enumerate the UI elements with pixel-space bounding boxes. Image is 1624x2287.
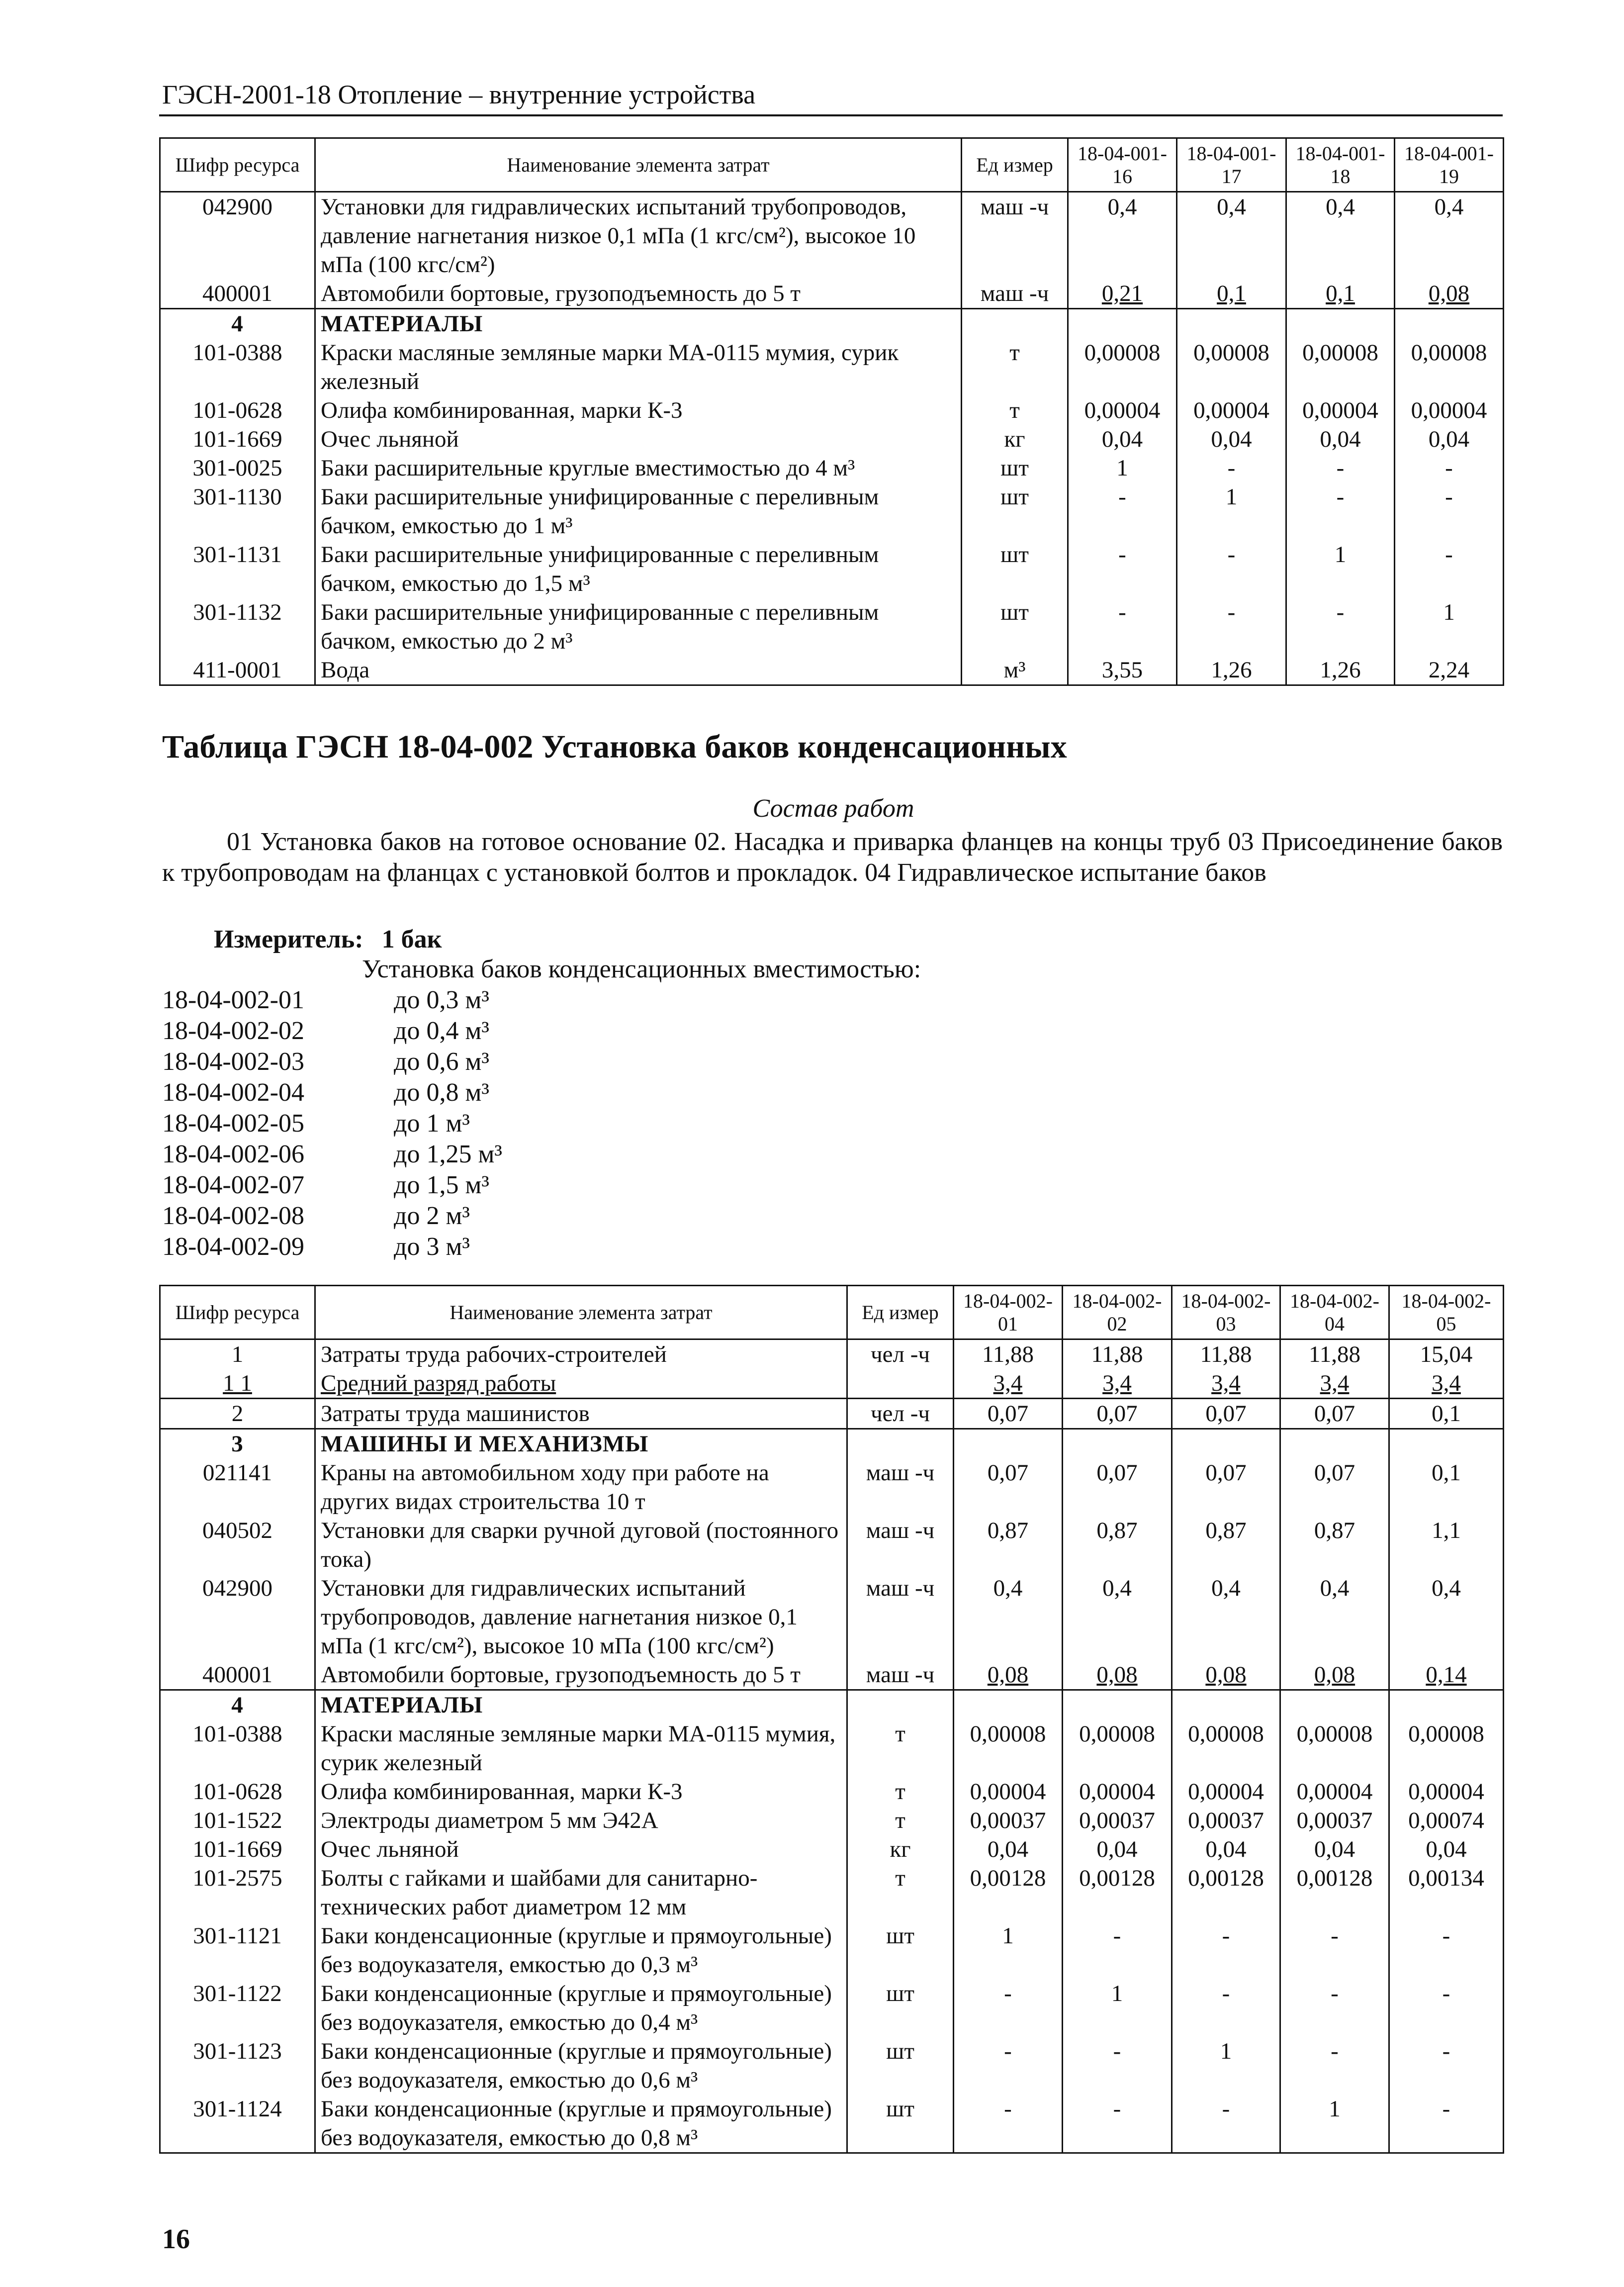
value: - bbox=[1286, 598, 1395, 656]
value: 0,87 bbox=[1063, 1516, 1172, 1574]
capacity: до 0,4 м³ bbox=[394, 1017, 489, 1045]
value: 0,1 bbox=[1389, 1399, 1504, 1429]
resource-code: 021141 bbox=[160, 1458, 315, 1516]
col-header-18-04-002-03: 18-04-002-03 bbox=[1172, 1286, 1280, 1339]
table-row bbox=[160, 2037, 1504, 2095]
table-row bbox=[160, 279, 1504, 309]
resource-name: Баки расширительные унифицированные с переливным бачком, емкостью до 1 м³ bbox=[315, 482, 962, 540]
value: 0,4 bbox=[1389, 1574, 1504, 1660]
table-row bbox=[160, 1777, 1504, 1806]
resource-name: Средний разряд работы bbox=[315, 1369, 847, 1399]
table-row bbox=[160, 1835, 1504, 1864]
resource-table-18-04-001 bbox=[159, 137, 1504, 686]
table-row bbox=[160, 425, 1504, 454]
unit: чел -ч bbox=[847, 1339, 954, 1369]
col-header-18-04-001-17: 18-04-001-17 bbox=[1177, 138, 1286, 192]
value: 0,08 bbox=[1395, 279, 1504, 309]
unit: т bbox=[847, 1864, 954, 1921]
table-row bbox=[160, 192, 1504, 280]
value: 0,07 bbox=[1063, 1399, 1172, 1429]
value: - bbox=[1063, 1921, 1172, 1979]
unit: маш -ч bbox=[847, 1516, 954, 1574]
capacity: до 2 м³ bbox=[394, 1202, 470, 1230]
unit: маш -ч bbox=[847, 1458, 954, 1516]
value: 0,07 bbox=[954, 1399, 1063, 1429]
unit: кг bbox=[962, 425, 1068, 454]
col-header-18-04-001-19: 18-04-001-19 bbox=[1395, 138, 1504, 192]
value: - bbox=[1395, 454, 1504, 482]
unit: т bbox=[962, 396, 1068, 425]
value: - bbox=[1389, 1979, 1504, 2037]
value: 3,4 bbox=[1389, 1369, 1504, 1399]
norm-code: 18-04-002-06 bbox=[162, 1140, 304, 1168]
resource-name: Электроды диаметром 5 мм Э42А bbox=[315, 1806, 847, 1835]
table-title: Таблица ГЭСН 18-04-002 Установка баков конденсационных bbox=[162, 729, 1067, 765]
resource-code: 101-0628 bbox=[160, 396, 315, 425]
value: 0,04 bbox=[1395, 425, 1504, 454]
norm-code: 18-04-002-09 bbox=[162, 1233, 304, 1261]
value: 1 bbox=[1286, 540, 1395, 598]
value: 0,00074 bbox=[1389, 1806, 1504, 1835]
page-number: 16 bbox=[162, 2224, 190, 2255]
install-heading: Установка баков конденсационных вместимостью: bbox=[362, 955, 921, 983]
value: 0,00004 bbox=[1063, 1777, 1172, 1806]
col-header-unit: Ед измер bbox=[847, 1286, 954, 1339]
resource-name: Болты с гайками и шайбами для санитарно-технических работ диаметром 12 мм bbox=[315, 1864, 847, 1921]
resource-name: Баки конденсационные (круглые и прямоугольные) без водоуказателя, емкостью до 0,4 м³ bbox=[315, 1979, 847, 2037]
value: 2,24 bbox=[1395, 656, 1504, 685]
unit: т bbox=[847, 1777, 954, 1806]
table-row bbox=[160, 1806, 1504, 1835]
unit bbox=[847, 1369, 954, 1399]
resource-name: Затраты труда рабочих-строителей bbox=[315, 1339, 847, 1369]
resource-code: 301-1124 bbox=[160, 2095, 315, 2153]
resource-table-18-04-002 bbox=[159, 1285, 1504, 2154]
value: - bbox=[1172, 1921, 1280, 1979]
work-composition-text: 01 Установка баков на готовое основание 02. Насадка и приварка фланцев на концы труб 03 Присоединение баков к трубопроводам на фланцах с установкой болтов и прокладок. 04 Гидравлическое испытание баков bbox=[162, 828, 1503, 887]
value: - bbox=[954, 1979, 1063, 2037]
value: 0,00037 bbox=[1280, 1806, 1389, 1835]
value: 11,88 bbox=[1280, 1339, 1389, 1369]
value: 0,4 bbox=[1280, 1574, 1389, 1660]
value: 11,88 bbox=[954, 1339, 1063, 1369]
value: 3,4 bbox=[1172, 1369, 1280, 1399]
resource-code: 411-0001 bbox=[160, 656, 315, 685]
resource-code: 301-1123 bbox=[160, 2037, 315, 2095]
resource-name: Установки для гидравлических испытаний трубопроводов, давление нагнетания низкое 0,1 мПа (1 кгс/см²), высокое 10 мПа (100 кгс/см²) bbox=[315, 192, 962, 280]
col-header-18-04-002-05: 18-04-002-05 bbox=[1389, 1286, 1504, 1339]
value: 0,00004 bbox=[954, 1777, 1063, 1806]
capacity: до 3 м³ bbox=[394, 1233, 470, 1261]
resource-name: Очес льняной bbox=[315, 425, 962, 454]
value: 0,00004 bbox=[1389, 1777, 1504, 1806]
table-row bbox=[160, 540, 1504, 598]
value: 3,4 bbox=[954, 1369, 1063, 1399]
value: 3,55 bbox=[1068, 656, 1177, 685]
value: 0,04 bbox=[1177, 425, 1286, 454]
section-row-machines bbox=[160, 1429, 1504, 1459]
value: 1 bbox=[1177, 482, 1286, 540]
table-row bbox=[160, 1719, 1504, 1777]
resource-code: 101-1669 bbox=[160, 425, 315, 454]
value: - bbox=[1389, 1921, 1504, 1979]
value: 0,14 bbox=[1389, 1660, 1504, 1690]
value: - bbox=[1280, 1979, 1389, 2037]
value: - bbox=[1172, 2095, 1280, 2153]
value: 0,1 bbox=[1389, 1458, 1504, 1516]
resource-code: 101-0628 bbox=[160, 1777, 315, 1806]
capacity: до 1,5 м³ bbox=[394, 1171, 489, 1199]
value: - bbox=[1063, 2095, 1172, 2153]
table-row bbox=[160, 1399, 1504, 1429]
value: 0,00128 bbox=[1280, 1864, 1389, 1921]
value: 0,08 bbox=[1063, 1660, 1172, 1690]
capacity: до 0,6 м³ bbox=[394, 1048, 489, 1076]
table-row bbox=[160, 1339, 1504, 1369]
unit: маш -ч bbox=[962, 192, 1068, 280]
resource-code: 2 bbox=[160, 1399, 315, 1429]
value: 0,00008 bbox=[1389, 1719, 1504, 1777]
col-header-code: Шифр ресурса bbox=[160, 1286, 315, 1339]
table-row bbox=[160, 396, 1504, 425]
value: 0,07 bbox=[954, 1458, 1063, 1516]
value: - bbox=[954, 2095, 1063, 2153]
value: 0,00004 bbox=[1172, 1777, 1280, 1806]
unit: шт bbox=[962, 482, 1068, 540]
value: 1,1 bbox=[1389, 1516, 1504, 1574]
resource-name: Олифа комбинированная, марки К-3 bbox=[315, 396, 962, 425]
unit: шт bbox=[847, 2095, 954, 2153]
table-row bbox=[160, 1574, 1504, 1660]
value: 1 bbox=[1172, 2037, 1280, 2095]
value: - bbox=[954, 2037, 1063, 2095]
section-row-materials bbox=[160, 309, 1504, 339]
col-header-name: Наименование элемента затрат bbox=[315, 138, 962, 192]
resource-code: 1 bbox=[160, 1339, 315, 1369]
value: 0,08 bbox=[1280, 1660, 1389, 1690]
unit: т bbox=[847, 1719, 954, 1777]
value: 1 bbox=[1068, 454, 1177, 482]
section-code: 4 bbox=[160, 309, 315, 339]
value: 0,87 bbox=[1280, 1516, 1389, 1574]
resource-name: Очес льняной bbox=[315, 1835, 847, 1864]
unit: шт bbox=[847, 1921, 954, 1979]
value: 0,00004 bbox=[1280, 1777, 1389, 1806]
unit: кг bbox=[847, 1835, 954, 1864]
resource-code: 400001 bbox=[160, 1660, 315, 1690]
unit: маш -ч bbox=[847, 1574, 954, 1660]
value: 1 bbox=[1280, 2095, 1389, 2153]
value: 0,00037 bbox=[1063, 1806, 1172, 1835]
header-rule bbox=[159, 114, 1503, 116]
section-row-materials bbox=[160, 1690, 1504, 1720]
value: 15,04 bbox=[1389, 1339, 1504, 1369]
value: 1,26 bbox=[1286, 656, 1395, 685]
value: 11,88 bbox=[1172, 1339, 1280, 1369]
norm-code: 18-04-002-01 bbox=[162, 986, 304, 1014]
value: - bbox=[1395, 482, 1504, 540]
resource-name: Баки расширительные круглые вместимостью до 4 м³ bbox=[315, 454, 962, 482]
value: - bbox=[1068, 598, 1177, 656]
resource-code: 040502 bbox=[160, 1516, 315, 1574]
value: 0,87 bbox=[954, 1516, 1063, 1574]
value: 0,4 bbox=[954, 1574, 1063, 1660]
resource-code: 042900 bbox=[160, 1574, 315, 1660]
value: 0,00004 bbox=[1286, 396, 1395, 425]
norm-code: 18-04-002-03 bbox=[162, 1048, 304, 1076]
section-code: 3 bbox=[160, 1429, 315, 1459]
value: 0,1 bbox=[1286, 279, 1395, 309]
table-row bbox=[160, 1458, 1504, 1516]
value: - bbox=[1389, 2095, 1504, 2153]
value: 0,4 bbox=[1068, 192, 1177, 280]
resource-name: Краски масляные земляные марки МА-0115 мумия, сурик железный bbox=[315, 1719, 847, 1777]
col-header-18-04-001-18: 18-04-001-18 bbox=[1286, 138, 1395, 192]
value: 0,08 bbox=[1172, 1660, 1280, 1690]
value: 0,04 bbox=[1286, 425, 1395, 454]
value: 0,04 bbox=[1172, 1835, 1280, 1864]
value: - bbox=[1177, 454, 1286, 482]
work-composition-title: Состав работ bbox=[752, 794, 914, 823]
value: 0,00037 bbox=[954, 1806, 1063, 1835]
value: 0,07 bbox=[1172, 1399, 1280, 1429]
col-header-code: Шифр ресурса bbox=[160, 138, 315, 192]
value: 0,00128 bbox=[1063, 1864, 1172, 1921]
value: 0,00008 bbox=[954, 1719, 1063, 1777]
value: 0,00037 bbox=[1172, 1806, 1280, 1835]
value: 1,26 bbox=[1177, 656, 1286, 685]
value: 0,1 bbox=[1177, 279, 1286, 309]
table-row bbox=[160, 1516, 1504, 1574]
table-row bbox=[160, 1921, 1504, 1979]
value: 0,07 bbox=[1280, 1399, 1389, 1429]
meter-value: 1 бак bbox=[381, 925, 442, 953]
unit: т bbox=[962, 338, 1068, 396]
resource-code: 101-2575 bbox=[160, 1864, 315, 1921]
value: 0,00008 bbox=[1286, 338, 1395, 396]
resource-name: Вода bbox=[315, 656, 962, 685]
value: 3,4 bbox=[1280, 1369, 1389, 1399]
value: 0,08 bbox=[954, 1660, 1063, 1690]
resource-code: 301-1132 bbox=[160, 598, 315, 656]
value: 1 bbox=[1395, 598, 1504, 656]
section-code: 4 bbox=[160, 1690, 315, 1720]
value: 0,87 bbox=[1172, 1516, 1280, 1574]
col-header-unit: Ед измер bbox=[962, 138, 1068, 192]
value: - bbox=[1172, 1979, 1280, 2037]
table-row bbox=[160, 1369, 1504, 1399]
resource-name: Затраты труда машинистов bbox=[315, 1399, 847, 1429]
value: - bbox=[1280, 2037, 1389, 2095]
resource-code: 101-1669 bbox=[160, 1835, 315, 1864]
value: 0,00004 bbox=[1177, 396, 1286, 425]
col-header-18-04-001-16: 18-04-001-16 bbox=[1068, 138, 1177, 192]
col-header-18-04-002-01: 18-04-002-01 bbox=[954, 1286, 1063, 1339]
resource-name: Краны на автомобильном ходу при работе на других видах строительства 10 т bbox=[315, 1458, 847, 1516]
unit: шт bbox=[962, 540, 1068, 598]
value: 0,4 bbox=[1063, 1574, 1172, 1660]
value: - bbox=[1177, 540, 1286, 598]
value: 0,4 bbox=[1177, 192, 1286, 280]
section-title: МАТЕРИАЛЫ bbox=[315, 309, 962, 339]
resource-name: Автомобили бортовые, грузоподъемность до 5 т bbox=[315, 1660, 847, 1690]
resource-code: 301-1122 bbox=[160, 1979, 315, 2037]
value: 11,88 bbox=[1063, 1339, 1172, 1369]
resource-name: Баки расширительные унифицированные с переливным бачком, емкостью до 1,5 м³ bbox=[315, 540, 962, 598]
resource-code: 301-1121 bbox=[160, 1921, 315, 1979]
value: 0,00008 bbox=[1280, 1719, 1389, 1777]
unit: шт bbox=[962, 598, 1068, 656]
resource-name: Автомобили бортовые, грузоподъемность до 5 т bbox=[315, 279, 962, 309]
norm-code: 18-04-002-07 bbox=[162, 1171, 304, 1199]
resource-code: 101-0388 bbox=[160, 338, 315, 396]
resource-name: Баки конденсационные (круглые и прямоугольные) без водоуказателя, емкостью до 0,8 м³ bbox=[315, 2095, 847, 2153]
value: - bbox=[1286, 482, 1395, 540]
value: - bbox=[1063, 2037, 1172, 2095]
value: 0,04 bbox=[954, 1835, 1063, 1864]
col-header-18-04-002-04: 18-04-002-04 bbox=[1280, 1286, 1389, 1339]
resource-name: Краски масляные земляные марки МА-0115 мумия, сурик железный bbox=[315, 338, 962, 396]
value: 0,04 bbox=[1068, 425, 1177, 454]
capacity: до 1,25 м³ bbox=[394, 1140, 502, 1168]
resource-name: Баки конденсационные (круглые и прямоугольные) без водоуказателя, емкостью до 0,6 м³ bbox=[315, 2037, 847, 2095]
norm-code: 18-04-002-04 bbox=[162, 1078, 304, 1107]
value: 0,00134 bbox=[1389, 1864, 1504, 1921]
resource-code: 301-1131 bbox=[160, 540, 315, 598]
value: 0,00008 bbox=[1063, 1719, 1172, 1777]
capacity: до 0,8 м³ bbox=[394, 1078, 489, 1107]
value: 0,21 bbox=[1068, 279, 1177, 309]
value: 1 bbox=[954, 1921, 1063, 1979]
value: 0,00128 bbox=[954, 1864, 1063, 1921]
meter-line bbox=[214, 924, 442, 955]
resource-name: Олифа комбинированная, марки К-3 bbox=[315, 1777, 847, 1806]
capacity: до 1 м³ bbox=[394, 1109, 470, 1138]
section-title: МАШИНЫ И МЕХАНИЗМЫ bbox=[315, 1429, 847, 1459]
unit: шт bbox=[962, 454, 1068, 482]
resource-name: Установки для гидравлических испытаний трубопроводов, давление нагнетания низкое 0,1 мПа (1 кгс/см²), высокое 10 мПа (100 кгс/см²) bbox=[315, 1574, 847, 1660]
table-row bbox=[160, 1864, 1504, 1921]
value: - bbox=[1068, 482, 1177, 540]
meter-label: Измеритель: bbox=[214, 925, 363, 953]
resource-name: Баки конденсационные (круглые и прямоугольные) без водоуказателя, емкостью до 0,3 м³ bbox=[315, 1921, 847, 1979]
value: 0,00008 bbox=[1395, 338, 1504, 396]
capacity: до 0,3 м³ bbox=[394, 986, 489, 1014]
col-header-18-04-002-02: 18-04-002-02 bbox=[1063, 1286, 1172, 1339]
table-row bbox=[160, 454, 1504, 482]
value: - bbox=[1280, 1921, 1389, 1979]
table-row bbox=[160, 656, 1504, 685]
norm-code: 18-04-002-08 bbox=[162, 1202, 304, 1230]
unit: маш -ч bbox=[847, 1660, 954, 1690]
value: 0,04 bbox=[1280, 1835, 1389, 1864]
section-title: МАТЕРИАЛЫ bbox=[315, 1690, 847, 1720]
value: - bbox=[1177, 598, 1286, 656]
value: 0,07 bbox=[1280, 1458, 1389, 1516]
table-row bbox=[160, 2095, 1504, 2153]
resource-code: 101-1522 bbox=[160, 1806, 315, 1835]
unit: т bbox=[847, 1806, 954, 1835]
resource-code: 101-0388 bbox=[160, 1719, 315, 1777]
resource-name: Установки для сварки ручной дуговой (постоянного тока) bbox=[315, 1516, 847, 1574]
unit: шт bbox=[847, 1979, 954, 2037]
resource-code: 042900 bbox=[160, 192, 315, 280]
resource-code: 301-0025 bbox=[160, 454, 315, 482]
value: 0,07 bbox=[1172, 1458, 1280, 1516]
value: 0,00004 bbox=[1395, 396, 1504, 425]
value: - bbox=[1068, 540, 1177, 598]
value: 0,4 bbox=[1172, 1574, 1280, 1660]
value: 1 bbox=[1063, 1979, 1172, 2037]
table-row bbox=[160, 1979, 1504, 2037]
unit: маш -ч bbox=[962, 279, 1068, 309]
value: 0,00128 bbox=[1172, 1864, 1280, 1921]
value: 0,00008 bbox=[1068, 338, 1177, 396]
resource-code: 1 1 bbox=[160, 1369, 315, 1399]
unit: чел -ч bbox=[847, 1399, 954, 1429]
value: 0,4 bbox=[1395, 192, 1504, 280]
norm-code: 18-04-002-02 bbox=[162, 1017, 304, 1045]
value: 0,04 bbox=[1063, 1835, 1172, 1864]
running-header: ГЭСН-2001-18 Отопление – внутренние устройства bbox=[162, 80, 756, 109]
unit: шт bbox=[847, 2037, 954, 2095]
value: - bbox=[1395, 540, 1504, 598]
value: 0,04 bbox=[1389, 1835, 1504, 1864]
value: - bbox=[1389, 2037, 1504, 2095]
table-row bbox=[160, 338, 1504, 396]
col-header-name: Наименование элемента затрат bbox=[315, 1286, 847, 1339]
value: - bbox=[1286, 454, 1395, 482]
value: 0,07 bbox=[1063, 1458, 1172, 1516]
norm-code: 18-04-002-05 bbox=[162, 1109, 304, 1138]
value: 0,00004 bbox=[1068, 396, 1177, 425]
resource-code: 400001 bbox=[160, 279, 315, 309]
table-row bbox=[160, 482, 1504, 540]
value: 0,00008 bbox=[1177, 338, 1286, 396]
value: 0,00008 bbox=[1172, 1719, 1280, 1777]
resource-name: Баки расширительные унифицированные с переливным бачком, емкостью до 2 м³ bbox=[315, 598, 962, 656]
value: 0,4 bbox=[1286, 192, 1395, 280]
value: 3,4 bbox=[1063, 1369, 1172, 1399]
table-row bbox=[160, 1660, 1504, 1690]
unit: м³ bbox=[962, 656, 1068, 685]
table-row bbox=[160, 598, 1504, 656]
resource-code: 301-1130 bbox=[160, 482, 315, 540]
